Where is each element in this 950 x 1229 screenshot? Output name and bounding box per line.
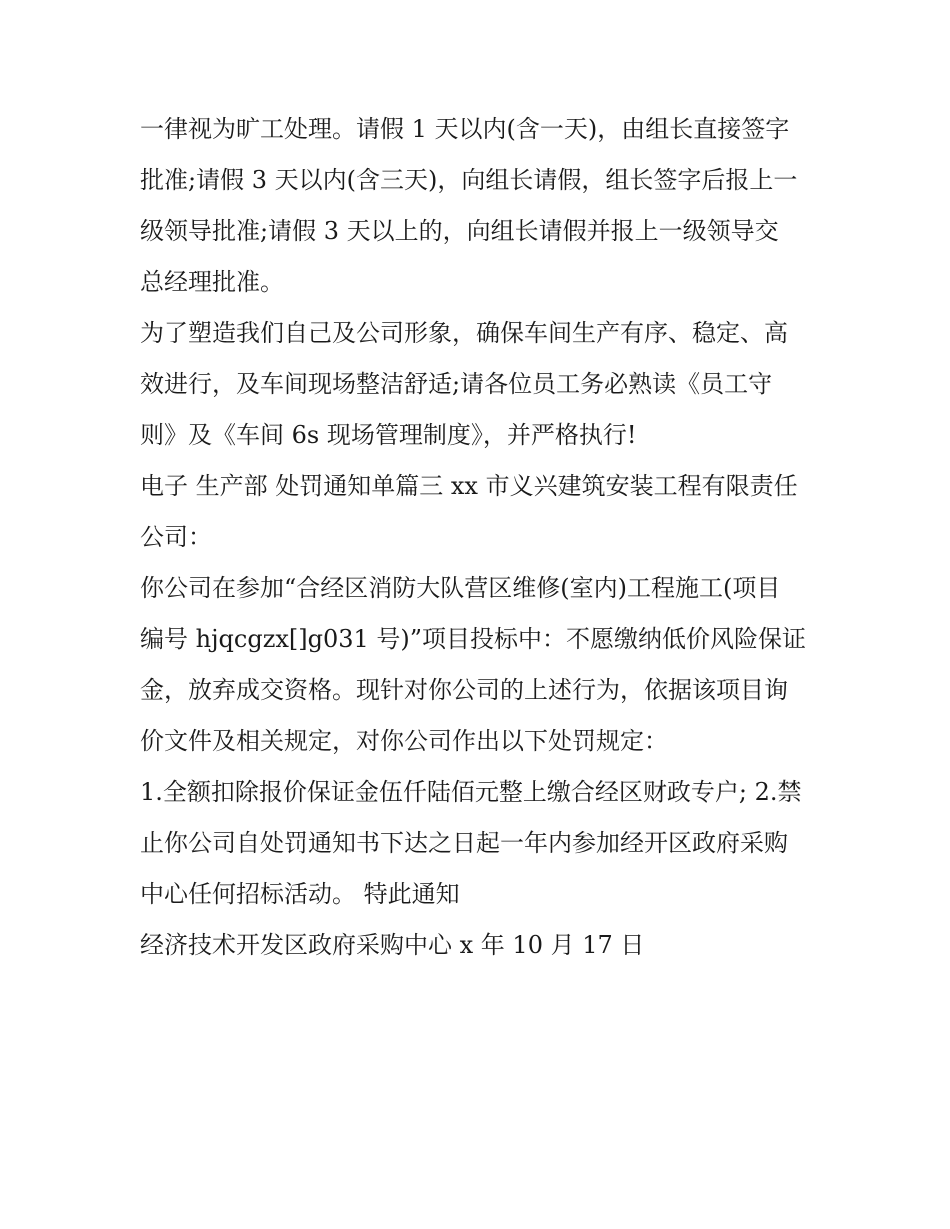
text-line: 经济技术开发区政府采购中心 x 年 10 月 17 日: [140, 931, 645, 959]
text-line: 一律视为旷工处理。请假 1 天以内(含一天)，由组长直接签字: [140, 115, 790, 143]
text-line: 级领导批准;请假 3 天以上的，向组长请假并报上一级领导交: [140, 217, 779, 245]
text-line: 止你公司自处罚通知书下达之日起一年内参加经开区政府采购: [140, 829, 788, 857]
text-line: 为了塑造我们自己及公司形象，确保车间生产有序、稳定、高: [140, 319, 788, 347]
text-line: 编号 hjqcgzx[]g031 号)”项目投标中：不愿缴纳低价风险保证: [140, 625, 807, 653]
text-line: 你公司在参加“合经区消防大队营区维修(室内)工程施工(项目: [140, 574, 781, 602]
text-line: 中心任何招标活动。 特此通知: [140, 880, 460, 908]
text-line: 1.全额扣除报价保证金伍仟陆佰元整上缴合经区财政专户; 2.禁: [140, 778, 802, 806]
text-line: 公司：: [140, 523, 212, 551]
text-line: 金，放弃成交资格。现针对你公司的上述行为，依据该项目询: [140, 676, 788, 704]
document-body: [140, 104, 820, 971]
text-line: 批准;请假 3 天以内(含三天)，向组长请假，组长签字后报上一: [140, 166, 798, 194]
text-line: 则》及《车间 6s 现场管理制度》，并严格执行!: [140, 421, 637, 449]
text-line: 效进行，及车间现场整洁舒适;请各位员工务必熟读《员工守: [140, 370, 773, 398]
text-line: 电子 生产部 处罚通知单篇三 xx 市义兴建筑安装工程有限责任: [140, 472, 798, 500]
text-line: 总经理批准。: [140, 268, 284, 296]
text-line: 价文件及相关规定，对你公司作出以下处罚规定：: [140, 727, 668, 755]
